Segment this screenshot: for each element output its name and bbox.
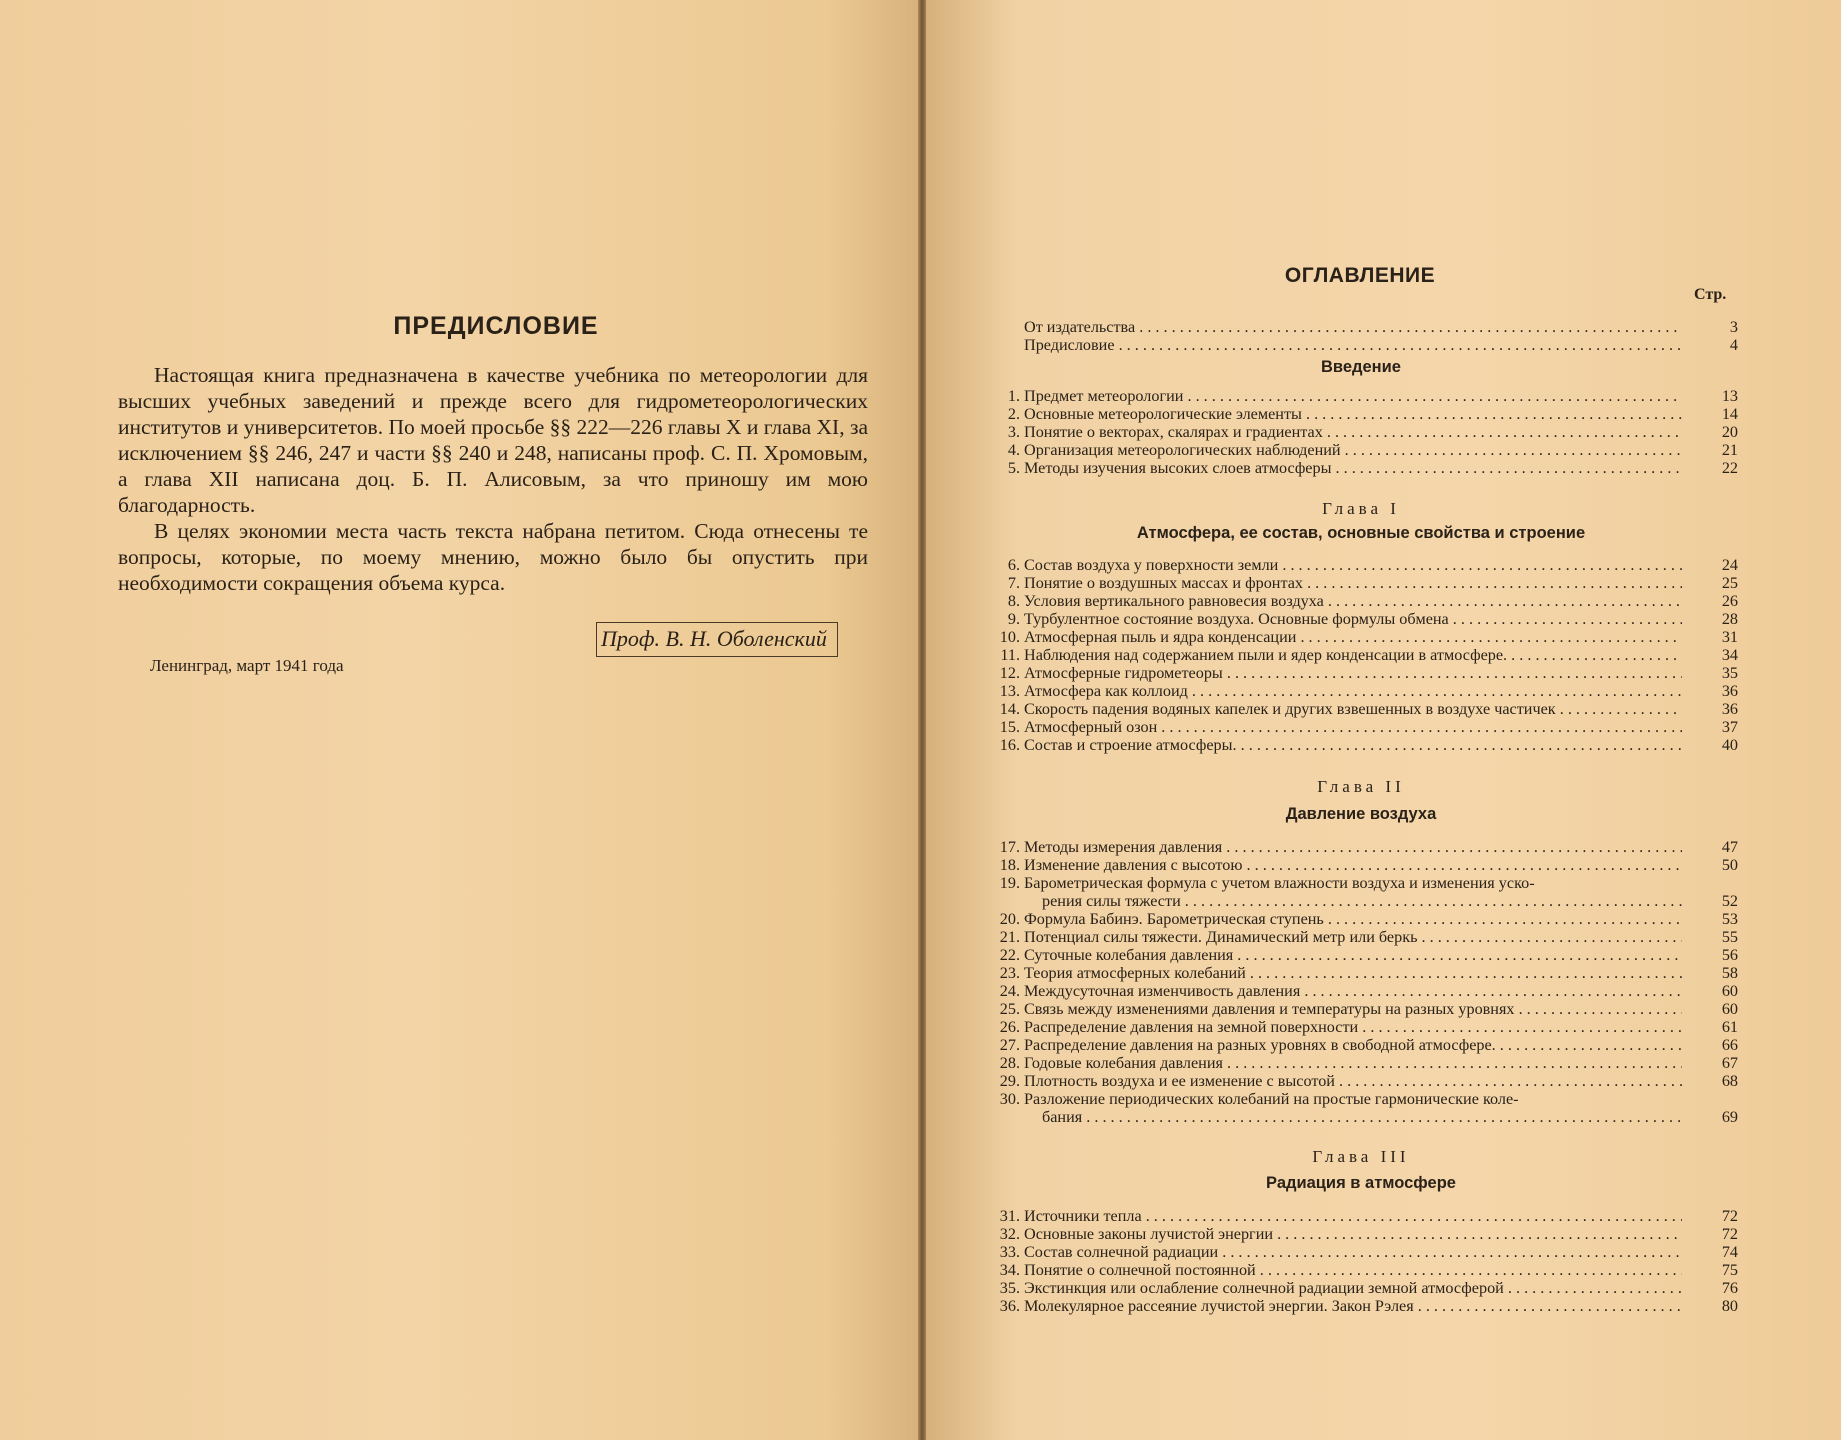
toc-chapter-2-list — [984, 838, 1738, 1126]
toc-entry — [984, 1054, 1738, 1072]
toc-entry-number: 11. — [1000, 646, 1020, 664]
toc-entry — [984, 718, 1738, 736]
toc-entry-page: 80 — [1721, 1297, 1738, 1315]
toc-entry — [984, 1090, 1738, 1108]
toc-entry-title: Предмет метеорологии . . . — [1024, 387, 1682, 405]
toc-entry-title: Основные законы лучистой энергии . . . — [1024, 1225, 1682, 1243]
toc-entry-title: Турбулентное состояние воздуха. Основные формулы обмена . . . — [1024, 610, 1682, 628]
toc-entry-number: 33. — [999, 1243, 1020, 1261]
toc-entry — [984, 1207, 1738, 1225]
toc-entry — [984, 892, 1738, 910]
toc-entry-title: Распределение давления на разных уровнях в свободной атмосфере. . . . — [1024, 1036, 1682, 1054]
toc-entry — [984, 928, 1738, 946]
toc-entry-number: 22. — [999, 946, 1020, 964]
toc-entry-number: 4. — [1007, 441, 1020, 459]
toc-entry-page: 35 — [1721, 664, 1738, 682]
toc-entry-number: 12. — [999, 664, 1020, 682]
toc-entry-title: бания . . . — [1042, 1108, 1682, 1126]
toc-entry-number: 15. — [999, 718, 1020, 736]
toc-entry-number: 25. — [999, 1000, 1020, 1018]
toc-entry — [984, 1243, 1738, 1261]
toc-entry-page: 53 — [1721, 910, 1738, 928]
toc-entry-page: 31 — [1721, 628, 1738, 646]
toc-entry-title: Потенциал силы тяжести. Динамический метр или беркь . . . — [1024, 928, 1682, 946]
toc-entry-page: 28 — [1721, 610, 1738, 628]
toc-entry — [984, 1225, 1738, 1243]
toc-entry-title: Распределение давления на земной поверхности . . . — [1024, 1018, 1682, 1036]
toc-entry-number: 13. — [999, 682, 1020, 700]
toc-entry-title: Методы изучения высоких слоев атмосферы . . . — [1024, 459, 1682, 477]
toc-entry-title: Состав солнечной радиации . . . — [1024, 1243, 1682, 1261]
toc-entry — [984, 874, 1738, 892]
toc-entry-number: 2. — [1007, 405, 1020, 423]
toc-entry-number: 3. — [1007, 423, 1020, 441]
toc-entry-page: 40 — [1721, 736, 1738, 754]
toc-entry — [984, 982, 1738, 1000]
chapter-3-title: Радиация в атмосфере — [1266, 1174, 1456, 1192]
toc-entry-page: 72 — [1721, 1225, 1738, 1243]
toc-entry-page: 69 — [1721, 1108, 1738, 1126]
toc-entry-title: Формула Бабинэ. Барометрическая ступень . . . — [1024, 910, 1682, 928]
toc-entry — [984, 610, 1738, 628]
toc-entry-title: Состав воздуха у поверхности земли . . . — [1024, 556, 1682, 574]
toc-entry-page: 67 — [1721, 1054, 1738, 1072]
toc-entry-page: 52 — [1721, 892, 1738, 910]
toc-entry-page: 47 — [1721, 838, 1738, 856]
chapter-3-label: Глава III — [1312, 1147, 1410, 1166]
toc-entry — [984, 946, 1738, 964]
toc-entry — [984, 1261, 1738, 1279]
toc-entry-title: Годовые колебания давления . . . — [1024, 1054, 1682, 1072]
toc-entry-title: Плотность воздуха и ее изменение с высотой . . . — [1024, 1072, 1682, 1090]
toc-entry-page: 21 — [1721, 441, 1738, 459]
toc-entry-number: 24. — [999, 982, 1020, 1000]
toc-entry-page: 55 — [1721, 928, 1738, 946]
toc-entry-title: Атмосфера как коллоид . . . — [1024, 682, 1682, 700]
toc-entry-title: Теория атмосферных колебаний . . . — [1024, 964, 1682, 982]
toc-entry-page: 75 — [1721, 1261, 1738, 1279]
toc-entry-number: 20. — [999, 910, 1020, 928]
toc-entry-page: 34 — [1721, 646, 1738, 664]
toc-entry — [984, 1072, 1738, 1090]
toc-entry-title: Состав и строение атмосферы. . . . — [1024, 736, 1682, 754]
toc-entry-page: 26 — [1721, 592, 1738, 610]
toc-chapter-1-list — [984, 556, 1738, 754]
toc-entry — [984, 700, 1738, 718]
toc-entry-page: 76 — [1721, 1279, 1738, 1297]
toc-entry-number: 18. — [999, 856, 1020, 874]
toc-entry-page: 68 — [1721, 1072, 1738, 1090]
toc-entry-page: 20 — [1721, 423, 1738, 441]
toc-entry-title: Методы измерения давления . . . — [1024, 838, 1682, 856]
toc-entry-number: 30. — [999, 1090, 1020, 1108]
toc-entry-title: Барометрическая формула с учетом влажности воздуха и изменения уско- — [1024, 874, 1535, 892]
toc-entry-page: 22 — [1721, 459, 1738, 477]
toc-entry — [984, 318, 1738, 336]
toc-entry-page: 61 — [1721, 1018, 1738, 1036]
toc-front-list — [984, 318, 1738, 354]
toc-page-column-label: Стр. — [1694, 286, 1727, 303]
toc-entry-number: 31. — [999, 1207, 1020, 1225]
toc-entry-number: 21. — [999, 928, 1020, 946]
toc-entry-title: Междусуточная изменчивость давления . . . — [1024, 982, 1682, 1000]
chapter-1-label: Глава I — [1322, 499, 1400, 518]
toc-entry-title: Понятие о векторах, скалярах и градиентах . . . — [1024, 423, 1682, 441]
toc-entry-title: Изменение давления с высотою . . . — [1024, 856, 1682, 874]
toc-entry-title: Экстинкция или ослабление солнечной радиации земной атмосферой . . . — [1024, 1279, 1682, 1297]
toc-entry-number: 29. — [999, 1072, 1020, 1090]
toc-entry — [984, 682, 1738, 700]
toc-entry — [984, 574, 1738, 592]
toc-entry — [984, 1279, 1738, 1297]
toc-entry — [984, 910, 1738, 928]
toc-entry-title: Организация метеорологических наблюдений . . . — [1024, 441, 1682, 459]
toc-entry-title: Атмосферные гидрометеоры . . . — [1024, 664, 1682, 682]
toc-entry — [984, 556, 1738, 574]
toc-entry — [984, 1297, 1738, 1315]
toc-entry-number: 1. — [1007, 387, 1020, 405]
toc-entry-title: Атмосферная пыль и ядра конденсации . . . — [1024, 628, 1682, 646]
toc-entry-title: Источники тепла . . . — [1024, 1207, 1682, 1225]
toc-entry-number: 23. — [999, 964, 1020, 982]
toc-entry — [984, 856, 1738, 874]
toc-entry — [984, 441, 1738, 459]
toc-entry-page: 25 — [1721, 574, 1738, 592]
toc-entry-title: Суточные колебания давления . . . — [1024, 946, 1682, 964]
toc-entry — [984, 838, 1738, 856]
toc-entry — [984, 387, 1738, 405]
toc-entry-page: 37 — [1721, 718, 1738, 736]
toc-entry-number: 17. — [999, 838, 1020, 856]
toc-entry-number: 10. — [999, 628, 1020, 646]
chapter-2-label: Глава II — [1317, 777, 1405, 796]
toc-entry-number: 28. — [999, 1054, 1020, 1072]
toc-entry-number: 7. — [1007, 574, 1020, 592]
toc-entry-title: Разложение периодических колебаний на простые гармонические коле- — [1024, 1090, 1519, 1108]
toc-entry-page: 60 — [1721, 982, 1738, 1000]
toc-entry-page: 24 — [1721, 556, 1738, 574]
toc-entry-number: 5. — [1007, 459, 1020, 477]
toc-entry-page: 58 — [1721, 964, 1738, 982]
toc-entry-title: Скорость падения водяных капелек и других взвешенных в воздухе частичек . . . — [1024, 700, 1682, 718]
toc-entry-title: От издательства . . . — [1024, 318, 1682, 336]
toc-entry-title: Атмосферный озон . . . — [1024, 718, 1682, 736]
toc-entry — [984, 336, 1738, 354]
toc-entry-page: 36 — [1721, 700, 1738, 718]
toc-entry-title: Понятие о воздушных массах и фронтах . . . — [1024, 574, 1682, 592]
toc-entry-title: рения силы тяжести . . . — [1042, 892, 1682, 910]
chapter-1-title: Атмосфера, ее состав, основные свойства и строение — [1136, 524, 1586, 542]
intro-heading: Введение — [1321, 358, 1401, 376]
toc-chapter-3-list — [984, 1207, 1738, 1315]
toc-entry-page: 13 — [1721, 387, 1738, 405]
toc-entry-number: 36. — [999, 1297, 1020, 1315]
toc-entry-number: 16. — [999, 736, 1020, 754]
toc-entry-page: 4 — [1729, 336, 1738, 354]
toc-entry-number: 32. — [999, 1225, 1020, 1243]
preface-paragraph: Настоящая книга предназначена в качестве учебника по метеорологии для высших учебных заведений и прежде всего для гидрометеорологических институтов и университетов. По моей просьбе §§ 222—226 главы X и глава XI, за исключением §§ 246, 247 и части §§ 240 и 248, написаны проф. С. П. Хромовым, а глава XII написана доц. Б. П. Алисовым, за что приношу им мою благодарность. — [118, 363, 868, 517]
toc-entry-number: 14. — [999, 700, 1020, 718]
toc-entry-page: 14 — [1721, 405, 1738, 423]
toc-entry — [984, 423, 1738, 441]
toc-entry-page: 60 — [1721, 1000, 1738, 1018]
toc-entry-page: 50 — [1721, 856, 1738, 874]
author-signature: Проф. В. Н. Оболенский — [596, 622, 838, 657]
toc-entry-number: 27. — [999, 1036, 1020, 1054]
chapter-2-title: Давление воздуха — [1285, 805, 1437, 823]
toc-entry — [984, 1036, 1738, 1054]
toc-entry-title: Предисловие . . . — [1024, 336, 1682, 354]
toc-entry-title: Наблюдения над содержанием пыли и ядер конденсации в атмосфере. . . . — [1024, 646, 1682, 664]
toc-entry — [984, 405, 1738, 423]
toc-entry-title: Условия вертикального равновесия воздуха . . . — [1024, 592, 1682, 610]
toc-intro-list — [984, 387, 1738, 477]
place-date: Ленинград, март 1941 года — [150, 656, 344, 675]
toc-entry — [984, 592, 1738, 610]
toc-entry — [984, 646, 1738, 664]
toc-entry-page: 66 — [1721, 1036, 1738, 1054]
preface-body — [118, 362, 868, 596]
toc-entry — [984, 459, 1738, 477]
toc-entry-number: 8. — [1007, 592, 1020, 610]
toc-entry — [984, 736, 1738, 754]
toc-entry — [984, 1000, 1738, 1018]
toc-title: ОГЛАВЛЕНИЕ — [1284, 264, 1436, 287]
toc-entry-number: 9. — [1007, 610, 1020, 628]
left-page — [0, 0, 918, 1440]
book-gutter — [918, 0, 926, 1440]
toc-entry-number: 34. — [999, 1261, 1020, 1279]
toc-entry-title: Связь между изменениями давления и температуры на разных уровнях . . . — [1024, 1000, 1682, 1018]
toc-entry-number: 19. — [999, 874, 1020, 892]
toc-entry-title: Основные метеорологические элементы . . . — [1024, 405, 1682, 423]
toc-entry — [984, 664, 1738, 682]
toc-entry-page: 72 — [1721, 1207, 1738, 1225]
toc-entry-page: 3 — [1729, 318, 1738, 336]
toc-entry — [984, 1018, 1738, 1036]
toc-entry-page: 56 — [1721, 946, 1738, 964]
toc-entry — [984, 1108, 1738, 1126]
preface-title: ПРЕДИСЛОВИЕ — [393, 312, 599, 340]
toc-entry-title: Молекулярное рассеяние лучистой энергии. Закон Рэлея . . . — [1024, 1297, 1682, 1315]
toc-entry-page: 74 — [1721, 1243, 1738, 1261]
toc-entry-number: 26. — [999, 1018, 1020, 1036]
toc-entry-number: 35. — [999, 1279, 1020, 1297]
toc-entry — [984, 964, 1738, 982]
preface-paragraph: В целях экономии места часть текста набрана петитом. Сюда отнесены те вопросы, которые, по моему мнению, можно было бы опустить при необходимости сокращения объема курса. — [118, 519, 868, 595]
toc-entry-number: 6. — [1007, 556, 1020, 574]
toc-entry-page: 36 — [1721, 682, 1738, 700]
toc-entry-title: Понятие о солнечной постоянной . . . — [1024, 1261, 1682, 1279]
toc-entry — [984, 628, 1738, 646]
